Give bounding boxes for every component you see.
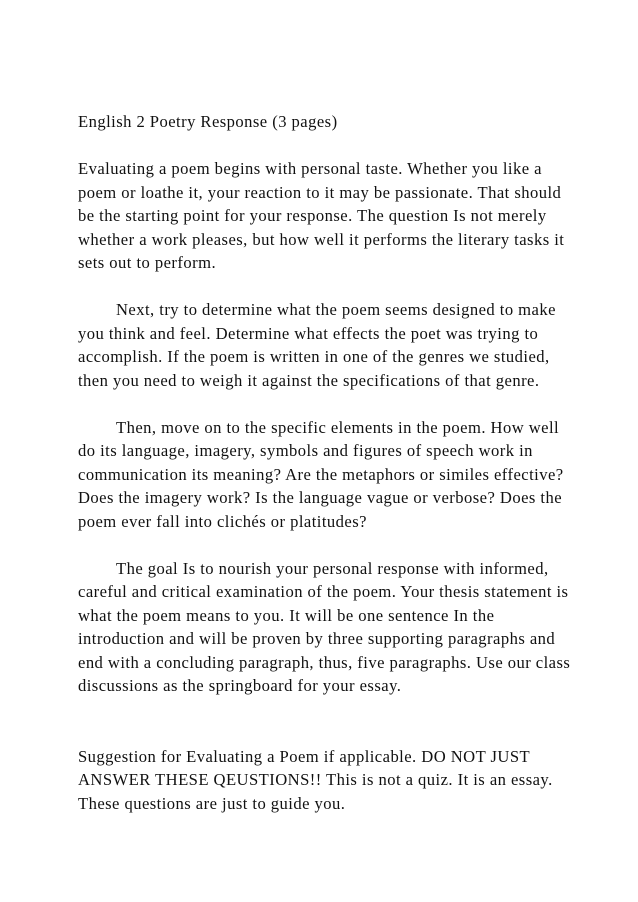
spacer [78,698,578,745]
paragraph-intro: Evaluating a poem begins with personal taste. Whether you like a poem or loathe it, your reaction to it may be passionate. That should be the starting point for your response. The question Is not merely whether a work pleases, but how well it performs the literary tasks it sets out to perform. [78,159,565,272]
paragraph-purpose: Next, try to determine what the poem seems designed to make you think and feel. Determine what effects the poet was trying to accomplish. If the poem is written in one of the genres we studied, then you need to weigh it against the specifications of that genre. [78,300,556,390]
spacer [78,134,578,158]
paragraph-elements: Then, move on to the specific elements in the poem. How well do its language, imagery, symbols and figures of speech work in communication its meaning? Are the metaphors or similes effective? Does the imagery work? Is the language vague or verbose? Does the poem ever fall into clichés or platitudes? [78,417,564,531]
paragraph-goal: The goal Is to nourish your personal response with informed, careful and critical examination of the poem. Your thesis statement is what the poem means to you. It will be one sentence In the introduction and will be proven by three supporting paragraphs and end with a concluding paragraph, thus, five paragraphs. Use our class discussions as the springboard for your essay. [78,558,571,695]
spacer [78,533,578,557]
spacer [78,392,578,416]
document-body [78,110,578,815]
spacer [78,275,578,299]
paragraph-suggestion: Suggestion for Evaluating a Poem if applicable. DO NOT JUST ANSWER THESE QEUSTIONS!! This is not a quiz. It is an essay. These questions are just to guide you. [78,746,553,813]
document-title: English 2 Poetry Response (3 pages) [78,112,338,131]
